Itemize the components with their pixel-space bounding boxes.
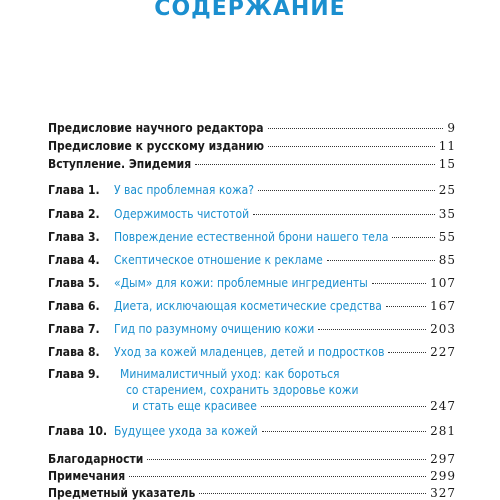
- leader-dots: [195, 164, 435, 165]
- toc-entry-chapter-7[interactable]: [48, 319, 456, 339]
- chapter-page: 203: [430, 322, 456, 336]
- leader-dots: [327, 260, 435, 261]
- toc-entry-chapter-10[interactable]: [48, 421, 456, 441]
- toc-entry-title: Предметный указатель: [48, 486, 196, 500]
- chapter-label: Глава 9.: [48, 367, 100, 381]
- leader-dots: [147, 459, 426, 460]
- chapter-label: Глава 2.: [48, 207, 100, 221]
- toc-entry-preface-russian[interactable]: [48, 136, 456, 156]
- chapter-title: Гид по разумному очищению кожи: [114, 322, 315, 336]
- leader-dots: [253, 214, 435, 215]
- leader-dots: [318, 329, 426, 330]
- chapter-label: Глава 6.: [48, 299, 100, 313]
- leader-dots: [388, 352, 426, 353]
- chapter-label: Глава 1.: [48, 183, 100, 197]
- leader-dots: [372, 283, 426, 284]
- page-title: СОДЕРЖАНИЕ: [154, 0, 346, 21]
- leader-dots: [129, 476, 426, 477]
- leader-dots: [268, 128, 444, 129]
- chapter-title: Повреждение естественной брони нашего тела: [114, 230, 389, 244]
- toc-entry-page: 9: [447, 121, 456, 135]
- toc-entry-chapter-3[interactable]: [48, 227, 456, 247]
- toc-entry-title: Благодарности: [48, 452, 144, 466]
- leader-dots: [392, 237, 434, 238]
- toc-entry-page: 327: [430, 486, 456, 500]
- toc-entry-title: Примечания: [48, 469, 126, 483]
- toc-entry-page: 299: [430, 469, 456, 483]
- toc-entry-title: Вступление. Эпидемия: [48, 157, 192, 171]
- chapter-label: Глава 4.: [48, 253, 100, 267]
- toc-entry-chapter-1[interactable]: [48, 180, 456, 200]
- toc-entry-page: 11: [438, 139, 456, 153]
- leader-dots: [261, 406, 426, 407]
- chapter-title: Уход за кожей младенцев, детей и подростков: [114, 345, 385, 359]
- leader-dots: [262, 431, 426, 432]
- chapter-label: Глава 8.: [48, 345, 100, 359]
- toc-entry-chapter-2[interactable]: [48, 204, 456, 224]
- chapter-page: 35: [438, 207, 456, 221]
- chapter-title: [120, 366, 359, 398]
- chapter-label: Глава 7.: [48, 322, 100, 336]
- toc-entry-chapter-6[interactable]: [48, 296, 456, 316]
- chapter-page: 227: [430, 345, 456, 359]
- toc-entry-title: Предисловие к русскому изданию: [48, 139, 264, 153]
- chapter-title-line: Минималистичный уход: как бороться: [120, 367, 340, 381]
- chapter-page: 281: [430, 424, 456, 438]
- leader-dots: [199, 493, 426, 494]
- chapter-page: 25: [438, 183, 456, 197]
- chapter-title: «Дым» для кожи: проблемные ингредиенты: [114, 276, 368, 290]
- toc-entry-chapter-4[interactable]: [48, 250, 456, 270]
- chapter-title-line: и стать еще красивее: [132, 399, 257, 413]
- chapter-title: У вас проблемная кожа?: [114, 183, 255, 197]
- chapter-page: 247: [430, 399, 456, 413]
- toc-entry-chapter-9[interactable]: [48, 366, 456, 416]
- toc-entry-page: 297: [430, 452, 456, 466]
- chapter-title: Одержимость чистотой: [114, 207, 250, 221]
- toc-entry-chapter-8[interactable]: [48, 342, 456, 362]
- chapter-title: Скептическое отношение к рекламе: [114, 253, 323, 267]
- chapter-title-line: со старением, сохранить здоровье кожи: [126, 383, 359, 397]
- chapter-page: 55: [438, 230, 456, 244]
- leader-dots: [258, 190, 435, 191]
- toc-entry-page: 15: [438, 157, 456, 171]
- chapter-page: 85: [438, 253, 456, 267]
- toc-entry-chapter-5[interactable]: [48, 273, 456, 293]
- chapter-title: Диета, исключающая косметические средства: [114, 299, 382, 313]
- toc-entry-introduction[interactable]: [48, 154, 456, 174]
- leader-dots: [268, 146, 435, 147]
- toc-entry-index[interactable]: [48, 483, 456, 500]
- chapter-page: 107: [430, 276, 456, 290]
- toc-entry-title: Предисловие научного редактора: [48, 121, 264, 135]
- chapter-page: 167: [430, 299, 456, 313]
- chapter-label: Глава 5.: [48, 276, 100, 290]
- chapter-label: Глава 10.: [48, 424, 108, 438]
- chapter-title-last-row: [132, 398, 456, 414]
- chapter-title: Будущее ухода за кожей: [114, 424, 258, 438]
- chapter-label: Глава 3.: [48, 230, 100, 244]
- leader-dots: [386, 306, 426, 307]
- toc-entry-preface-editor[interactable]: [48, 118, 456, 138]
